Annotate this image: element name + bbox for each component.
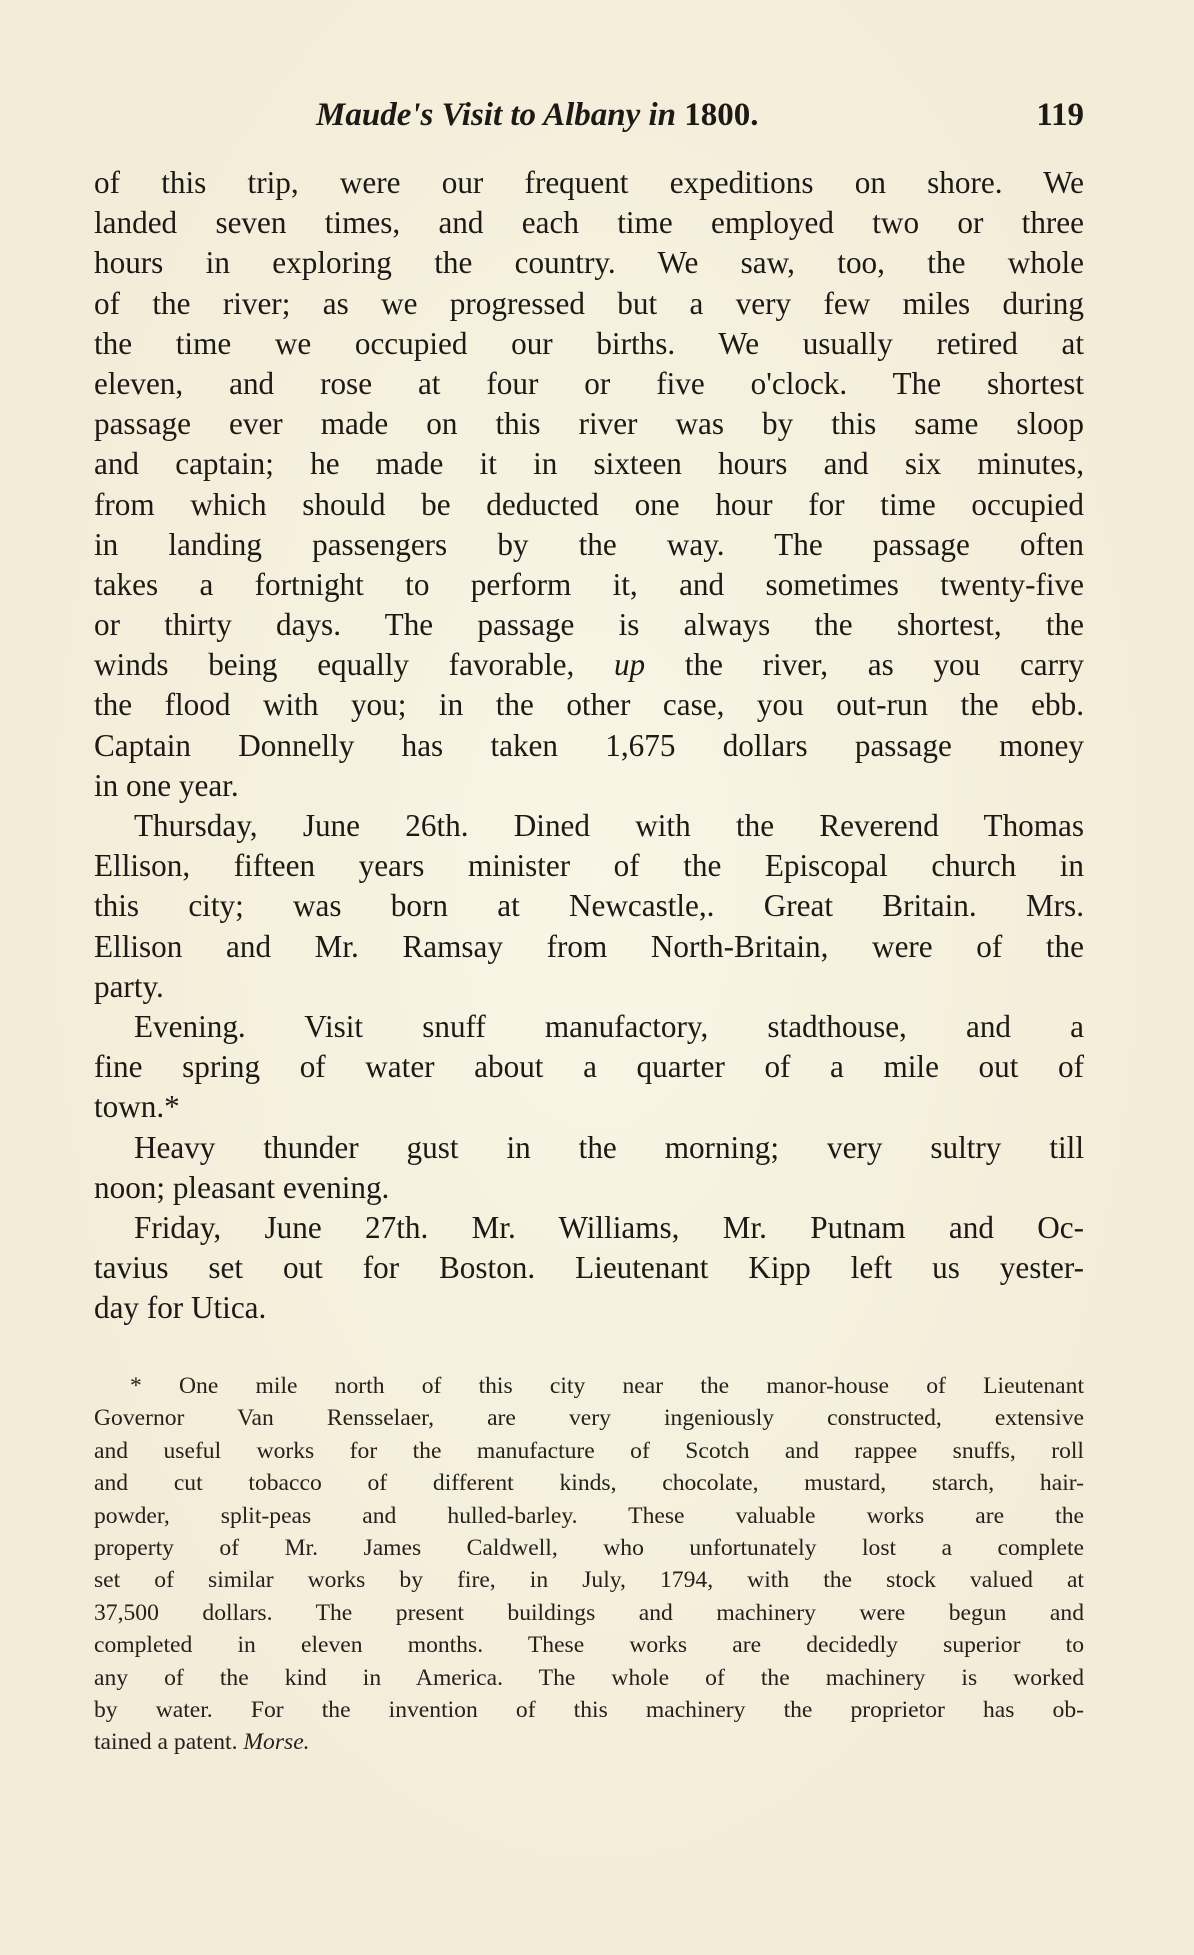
text-line: this city; was born at Newcastle,. Great Britain. Mrs.	[94, 888, 1084, 924]
text-line: Friday, June 27th. Mr. Williams, Mr. Putnam and Oc-	[134, 1209, 1084, 1245]
text-line: noon; pleasant evening.	[94, 1169, 390, 1205]
footnote-line: and cut tobacco of different kinds, chocolate, mustard, starch, hair-	[94, 1470, 1084, 1497]
text-line: party.	[94, 968, 164, 1004]
footnote	[94, 1370, 1084, 1759]
text-line: fine spring of water about a quarter of a mile out of	[94, 1049, 1084, 1085]
footnote-line: property of Mr. James Caldwell, who unfortunately lost a complete	[94, 1534, 1084, 1561]
text-line: Ellison and Mr. Ramsay from North-Britain, were of the	[94, 928, 1084, 964]
text-line: Captain Donnelly has taken 1,675 dollars passage money	[94, 727, 1084, 763]
text-line: landed seven times, and each time employed two or three	[94, 205, 1084, 241]
running-title-year: 1800.	[684, 97, 759, 133]
footnote-line	[94, 1726, 1084, 1758]
text-line	[94, 645, 1084, 685]
page-number: 119	[1036, 97, 1084, 133]
text-line: Thursday, June 26th. Dined with the Reverend Thomas	[134, 808, 1084, 843]
running-head	[94, 92, 1084, 138]
footnote-line: any of the kind in America. The whole of the machinery is worked	[94, 1664, 1084, 1691]
text-line: day for Utica.	[94, 1290, 267, 1326]
footnote-line: by water. For the invention of this machinery the proprietor has ob-	[94, 1696, 1084, 1723]
italic-word: up	[613, 647, 646, 683]
footnote-signature: Morse.	[243, 1729, 310, 1756]
text-line: in one year.	[94, 767, 239, 803]
footnote-line: set of similar works by fire, in July, 1794, with the stock valued at	[94, 1567, 1084, 1594]
text-line: the flood with you; in the other case, you out-run the ebb.	[94, 687, 1084, 723]
footnote-line: * One mile north of this city near the manor-house of Lieutenant	[130, 1373, 1084, 1399]
text-line: in landing passengers by the way. The passage often	[94, 526, 1084, 562]
text-run: the river, as you carry	[645, 647, 1084, 683]
text-line: passage ever made on this river was by this same sloop	[94, 406, 1084, 442]
text-line: Evening. Visit snuff manufactory, stadthouse, and a	[134, 1008, 1084, 1044]
text-line: hours in exploring the country. We saw, too, the whole	[94, 245, 1084, 281]
running-title-italic: Maude's Visit to Albany in	[316, 97, 677, 133]
footnote-line: completed in eleven months. These works are decidedly superior to	[94, 1632, 1084, 1659]
text-line: tavius set out for Boston. Lieutenant Kipp left us yester-	[94, 1250, 1084, 1286]
footnote-line: powder, split-peas and hulled-barley. These valuable works are the	[94, 1502, 1084, 1529]
text-line: from which should be deducted one hour for time occupied	[94, 486, 1084, 522]
text-line: or thirty days. The passage is always the shortest, the	[94, 607, 1084, 643]
text-line: town.*	[94, 1089, 180, 1125]
footnote-line: Governor Van Rensselaer, are very ingeniously constructed, extensive	[94, 1405, 1084, 1432]
text-run: winds being equally favorable,	[94, 647, 614, 683]
footnote-line: and useful works for the manufacture of Scotch and rappee snuffs, roll	[94, 1437, 1084, 1464]
main-text	[94, 163, 1084, 1328]
text-line: Heavy thunder gust in the morning; very sultry till	[134, 1129, 1084, 1165]
text-line: eleven, and rose at four or five o'clock. The shortest	[94, 365, 1084, 401]
footnote-line: 37,500 dollars. The present buildings and machinery were begun and	[94, 1599, 1084, 1626]
text-line: takes a fortnight to perform it, and sometimes twenty-five	[94, 566, 1084, 602]
footnote-text: tained a patent.	[94, 1729, 244, 1756]
text-line: the time we occupied our births. We usually retired at	[94, 325, 1084, 361]
text-line: Ellison, fifteen years minister of the Episcopal church in	[94, 848, 1084, 884]
text-line: of the river; as we progressed but a very few miles during	[94, 285, 1084, 321]
running-title	[316, 92, 759, 138]
text-line: of this trip, were our frequent expeditions on shore. We	[94, 165, 1084, 200]
text-line: and captain; he made it in sixteen hours and six minutes,	[94, 446, 1084, 482]
